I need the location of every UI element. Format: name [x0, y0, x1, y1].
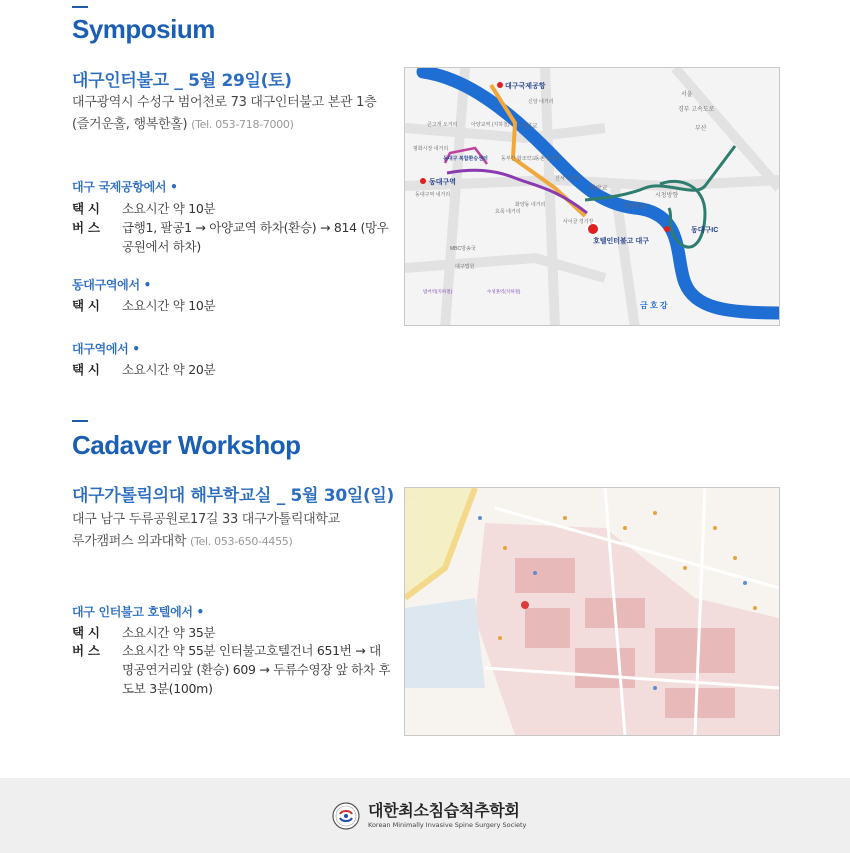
workshop-map: [404, 487, 780, 736]
route-heading-hotel: 대구 인터불고 호텔에서 •: [72, 605, 204, 619]
building: [575, 648, 635, 688]
building: [525, 608, 570, 648]
route-label: 택 시: [72, 625, 100, 640]
map-label: 범어역(지하철): [423, 289, 453, 294]
destination-marker: [521, 601, 529, 609]
workshop-title: Cadaver Workshop: [72, 430, 301, 460]
telephone: (Tel. 053-718-7000): [191, 118, 294, 131]
route-label: 버 스: [72, 220, 100, 235]
org-name-english: Korean Minimally Invasive Spine Surgery Society: [368, 821, 527, 829]
map-label: 아양교역 (지하철): [471, 122, 510, 128]
map-label: 강촌마을: [623, 204, 647, 210]
address-line: 대구광역시 수성구 범어천로 73 대구인터불고 본관 1층: [72, 95, 377, 110]
route-text: 소요시간 약 35분: [122, 625, 216, 640]
map-label: 서울: [681, 92, 693, 98]
section-dash: [72, 6, 88, 8]
route-label: 택 시: [72, 298, 100, 313]
map-label: 화랑교: [590, 186, 608, 192]
map-label: 큰고개 오거리: [427, 122, 458, 128]
map-label: 동대구IC: [691, 227, 719, 234]
address-line: [72, 531, 392, 553]
map-minor-label: ·: [410, 494, 412, 499]
address-line: 대구 남구 두류공원로17길 33 대구가톨릭대학교: [72, 512, 340, 527]
route-text-line: 도보 3분(100m): [122, 681, 213, 696]
section-dash: [72, 420, 88, 422]
map-label: 동부간 합조약교: [501, 156, 537, 162]
building: [515, 558, 575, 593]
airport-marker: [497, 82, 503, 88]
building: [655, 628, 735, 673]
map-label: 효목 네거리: [495, 209, 521, 215]
workshop-venue: 대구가톨릭의대 해부학교실 _ 5월 30일(일): [72, 486, 395, 506]
symposium-venue: 대구인터불고 _ 5월 29일(토): [72, 71, 292, 91]
workshop-map-graphic: [405, 488, 779, 735]
route-text: 소요시간 약 10분: [122, 298, 216, 313]
route-label: 택 시: [72, 362, 100, 377]
map-label: 신서 네거리: [555, 176, 581, 182]
symposium-address: [72, 92, 392, 136]
map-label: 수성못역(지하철): [487, 289, 521, 294]
route-heading-airport: 대구 국제공항에서 •: [72, 180, 178, 194]
route-bus-row: [72, 218, 402, 258]
society-logo-icon: [332, 802, 360, 830]
org-name-korean: 대한최소침습척추학회: [368, 801, 520, 820]
building: [665, 688, 735, 718]
route-label: 버 스: [72, 643, 100, 658]
address-campus: 루가캠퍼스 의과대학: [72, 534, 187, 549]
map-label: 동대구 복합환승센터: [443, 156, 488, 162]
ic-marker: [664, 226, 670, 232]
footer: [0, 778, 850, 853]
map-label: 대구국제공항: [505, 83, 546, 90]
station-marker: [420, 178, 426, 184]
map-label: 평화시장 네거리: [413, 146, 449, 152]
route-text-line: 급행1, 팔공1 → 아양교역 하차(환승) → 814 (망우: [122, 220, 389, 235]
map-label: 시청방향: [655, 193, 679, 199]
green-area: [405, 598, 485, 688]
telephone: (Tel. 053-650-4455): [190, 535, 293, 548]
map-label: MBC방송국: [450, 246, 476, 252]
address-hall: (즐거운홀, 행복한홀): [72, 117, 188, 132]
route-heading-daegu-station: 대구역에서 •: [72, 342, 140, 356]
route-text-line: 소요시간 약 55분 인터불고호텔건너 651번 → 대: [122, 643, 381, 658]
map-label: 대구법원: [455, 264, 475, 270]
map-label: 호텔인터불고 대구: [593, 238, 650, 245]
park-area: [405, 488, 475, 598]
route-text-line: 공원에서 하차): [122, 239, 201, 254]
route-heading-dongdaegu: 동대구역에서 •: [72, 278, 152, 292]
route-text: 소요시간 약 20분: [122, 362, 216, 377]
route-text: 소요시간 약 10분: [122, 201, 216, 216]
map-label: 신암 네거리: [528, 99, 554, 105]
route-text-line: 명공연거리앞 (환승) 609 → 두류수영장 앞 하차 후: [122, 662, 391, 677]
map-label: 동대구역 네거리: [415, 192, 451, 198]
map-label: 동촌 유원지: [535, 156, 561, 162]
symposium-title: Symposium: [72, 14, 215, 44]
route-text: [122, 641, 390, 698]
map-label: 아양교: [520, 124, 538, 130]
map-label: 동대구역: [429, 179, 457, 186]
route-text: [122, 218, 389, 256]
address-line: [72, 114, 392, 136]
symposium-map: [404, 67, 780, 326]
map-label: 화양동 네거리: [515, 202, 546, 208]
workshop-address: [72, 509, 392, 553]
map-label: 부산: [695, 126, 707, 132]
map-label: 금 호 강: [640, 301, 668, 310]
map-label: 경부 고속도로: [678, 107, 715, 113]
expressway: [585, 146, 735, 200]
route-bus-row: [72, 641, 402, 701]
route-label: 택 시: [72, 201, 100, 216]
map-label: 사이클 경기장: [563, 219, 594, 225]
symposium-map-graphic: [405, 68, 779, 325]
